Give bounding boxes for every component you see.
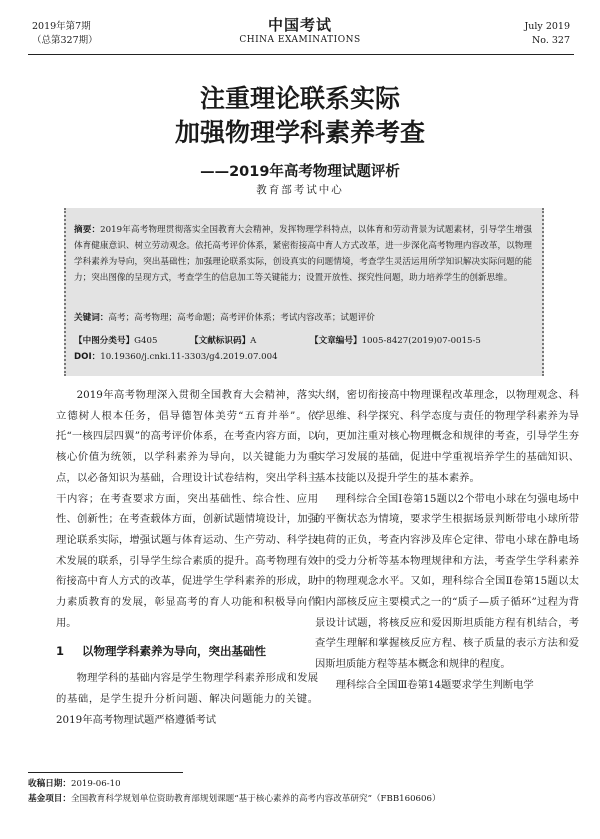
keywords-label: 关键词： xyxy=(74,313,109,323)
doc-code-value: A xyxy=(250,336,257,346)
abstract-text: 2019年高考物理贯彻落实全国教育大会精神，发挥物理学科特点，以体育和劳动背景为试题素材，引导学生增强体育健康意识、树立劳动观念。依托高考评价体系，紧密衔接高中育人方式改革，进一步深化高考物理内容改革，以物理学科素养为导向，突出基础性；加强理论联系实际，创设真实的问题情境，考查学生灵活运用所学知识解决实际问题的能力；突出图像的呈现方式，考查学生的信息加工等关键能力；设置开放性、探究性问题，助力培养学生的创新思维。 xyxy=(74,225,532,283)
doc-code-label: 【文献标识码】 xyxy=(190,336,251,346)
fund-value: 全国教育科学规划单位资助教育部规划课题“基于核心素养的高考内容改革研究”（FBB160606） xyxy=(70,794,441,804)
section-title: 以物理学科素养为导向，突出基础性 xyxy=(82,644,266,659)
footnote-rule xyxy=(28,772,183,773)
clc-value: G405 xyxy=(134,336,158,346)
received-date xyxy=(28,778,121,791)
section-heading-1 xyxy=(56,641,318,662)
journal-logo: 中国考试 xyxy=(267,16,332,34)
body-right-column xyxy=(315,385,579,696)
clc-label: 【中图分类号】 xyxy=(74,336,135,346)
keywords xyxy=(74,311,532,325)
section-number: 1 xyxy=(56,644,65,659)
body-paragraph: 理科综合全国Ⅲ卷第14题要求学生判断电学 xyxy=(335,678,534,691)
received-label: 收稿日期： xyxy=(28,779,71,789)
doc-code xyxy=(190,334,256,348)
journal-name-en: CHINA EXAMINATIONS xyxy=(239,35,361,45)
article-subtitle: ——2019年高考物理试题评析 xyxy=(200,164,400,180)
body-paragraph: 2019年高考物理深入贯彻全国教育大会精神，落实立德树人根本任务，倡导德智体美劳“五育并举”。依托“一核四层四翼”的高考评价体系，在考查内容方面，以核心价值为统领，以学科素养为导向，以关键能力为重点，以必备知识为基础，合理设计试卷结构，突出学科主干内容；在考查要求方面，突出基础性、综合性、应用性、创新性；在考查载体方面，创新试题情境设计，加强理论联系实际，增强试题与体育运动、生产劳动、科学技术发展的联系，引导学生综合素质的提升。高考物理有效衔接高中育人方式的改革，促进学生学科素养的形成，助力素质教育的发展，彰显高考的育人功能和积极导向作用。 xyxy=(56,389,318,629)
keywords-text: 高考；高考物理；高考命题；高考评价体系；考试内容改革；试题评价 xyxy=(108,313,375,323)
article-no-label: 【文章编号】 xyxy=(310,336,362,346)
article-no-value: 1005-8427(2019)07-0015-5 xyxy=(361,336,481,346)
clc-code xyxy=(74,334,157,348)
issue-no: No. 327 xyxy=(531,35,570,46)
received-value: 2019-06-10 xyxy=(70,779,121,789)
fund-label: 基金项目： xyxy=(28,794,71,804)
body-paragraph: 大纲，密切衔接高中物理课程改革理念，以物理观念、科学思维、科学探究、科学态度与责任的物理学科素养为导向，更加注重对核心物理概念和规律的考查，引导学生夯实学习发展的基础，促进中学重视培养学生的基础知识、基本技能以及提升学生的基本素养。 xyxy=(315,389,579,484)
doi-label: DOI： xyxy=(74,352,101,362)
doi xyxy=(74,350,278,364)
issue-date: July 2019 xyxy=(524,21,570,32)
body-paragraph: 理科综合全国Ⅰ卷第15题以2个带电小球在匀强电场中的平衡状态为情境，要求学生根据场景判断带电小球所带电荷的正负，考查内容涉及库仑定律、带电小球在静电场中的受力分析等基本物理规律和方法，考查学生学科素养中的物理观念水平。又如，理科综合全国Ⅱ卷第15题以太阳内部核反应主要模式之一的“质子—质子循环”过程为背景设计试题，将核反应和爱因斯坦质能方程有机结合，考查学生理解和掌握核反应方程、核子质量的表示方法和爱因斯坦质能方程等基本概念和规律的程度。 xyxy=(315,492,579,671)
abstract xyxy=(74,222,532,286)
header-rule xyxy=(28,54,574,55)
article-no xyxy=(310,334,481,348)
abstract-label: 摘要： xyxy=(74,225,101,235)
article-title-line2: 加强物理学科素养考查 xyxy=(174,118,425,147)
body-left-column xyxy=(56,385,318,730)
body-paragraph: 物理学科的基础内容是学生物理学科素养形成和发展的基础，是学生提升分析问题、解决问题能力的关键。2019年高考物理试题严格遵循考试 xyxy=(56,672,318,726)
header-date xyxy=(524,20,570,48)
doi-value: 10.19360/j.cnki.11-3303/g4.2019.07.004 xyxy=(100,352,278,362)
article-author: 教育部考试中心 xyxy=(256,184,344,196)
article-title-line1: 注重理论联系实际 xyxy=(199,84,400,113)
issue-number: 2019年第7期 xyxy=(32,21,91,32)
fund-project xyxy=(28,793,576,806)
header-journal xyxy=(0,16,600,46)
total-issue: （总第327期） xyxy=(32,35,98,46)
